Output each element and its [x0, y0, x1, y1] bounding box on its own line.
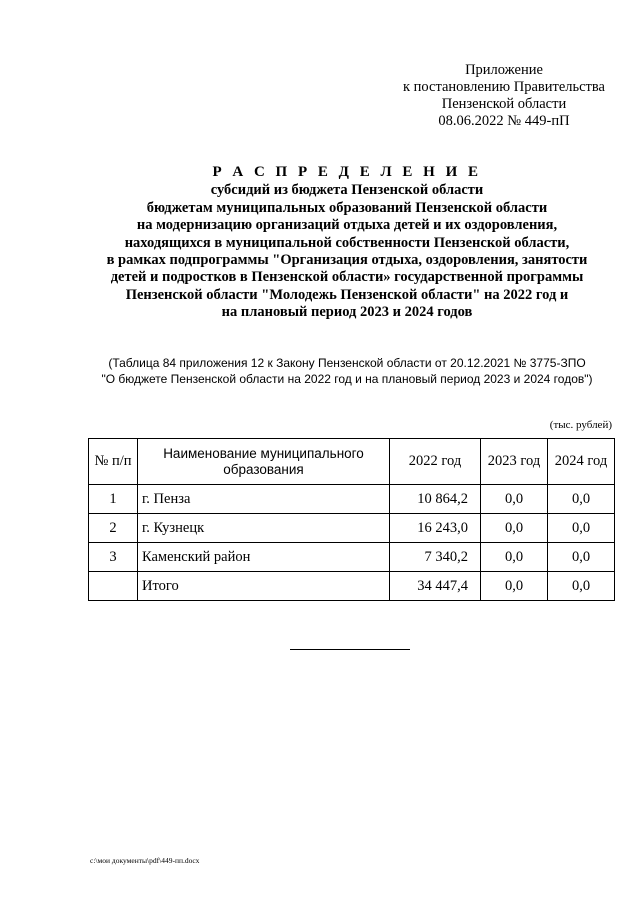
- table-row: [89, 514, 615, 543]
- title-line: детей и подростков в Пензенской области» государственной программы: [110, 269, 584, 286]
- cell-2023: 0,0: [481, 572, 548, 601]
- title-line: Пензенской области "Молодежь Пензенской области" на 2022 год и: [125, 286, 569, 303]
- cell-2024: 0,0: [548, 572, 615, 601]
- legal-reference-note: [0, 355, 640, 387]
- cell-name: Каменский район: [138, 543, 390, 572]
- cell-2022: 10 864,2: [390, 485, 481, 514]
- header-2022: 2022 год: [390, 439, 481, 485]
- header-name: [138, 439, 390, 485]
- cell-name: г. Кузнецк: [138, 514, 390, 543]
- cell-2023: 0,0: [481, 485, 548, 514]
- header-name-line-2: образования: [223, 461, 304, 477]
- header-num: № п/п: [89, 439, 138, 485]
- table-row: [89, 485, 615, 514]
- document-title: [0, 164, 640, 322]
- cell-num: 2: [89, 514, 138, 543]
- note-line-2: "О бюджете Пензенской области на 2022 год и на плановый период 2023 и 2024 годов"): [101, 372, 593, 386]
- cell-2024: 0,0: [548, 485, 615, 514]
- title-line: находящихся в муниципальной собственности Пензенской области,: [124, 234, 570, 251]
- cell-name: г. Пенза: [138, 485, 390, 514]
- cell-2022: 7 340,2: [390, 543, 481, 572]
- title-line: субсидий из бюджета Пензенской области: [210, 182, 484, 199]
- cell-2023: 0,0: [481, 514, 548, 543]
- cell-num: [89, 572, 138, 601]
- cell-num: 1: [89, 485, 138, 514]
- cell-2024: 0,0: [548, 543, 615, 572]
- table-header-row: [89, 439, 615, 485]
- header-2023: 2023 год: [481, 439, 548, 485]
- cell-name: Итого: [138, 572, 390, 601]
- title-line: на модернизацию организаций отдыха детей и их оздоровления,: [136, 217, 558, 234]
- cell-2022: 34 447,4: [390, 572, 481, 601]
- header-2024: 2024 год: [548, 439, 615, 485]
- file-path-footer: c:\мои документы\pdf\449-пп.docx: [90, 856, 200, 865]
- title-heading: Р А С П Р Е Д Е Л Е Н И Е: [212, 164, 482, 180]
- distribution-table: [88, 438, 615, 601]
- note-line-1: (Таблица 84 приложения 12 к Закону Пензенской области от 20.12.2021 № 3775-ЗПО: [108, 356, 586, 370]
- cell-2022: 16 243,0: [390, 514, 481, 543]
- appendix-line-4: 08.06.2022 № 449-пП: [438, 113, 570, 129]
- title-line: бюджетам муниципальных образований Пензенской области: [146, 199, 548, 216]
- table-total-row: [89, 572, 615, 601]
- cell-num: 3: [89, 543, 138, 572]
- appendix-line-3: Пензенской области: [441, 96, 567, 112]
- appendix-line-2: к постановлению Правительства: [403, 79, 605, 95]
- separator-line: [290, 649, 410, 650]
- cell-2024: 0,0: [548, 514, 615, 543]
- units-label: (тыс. рублей): [549, 419, 612, 431]
- title-line: на плановый период 2023 и 2024 годов: [221, 304, 473, 321]
- table-row: [89, 543, 615, 572]
- header-name-line-1: Наименование муниципального: [163, 445, 364, 461]
- cell-2023: 0,0: [481, 543, 548, 572]
- appendix-header: [380, 62, 628, 130]
- appendix-line-1: Приложение: [465, 62, 543, 78]
- title-line: в рамках подпрограммы "Организация отдыха, оздоровления, занятости: [106, 252, 588, 269]
